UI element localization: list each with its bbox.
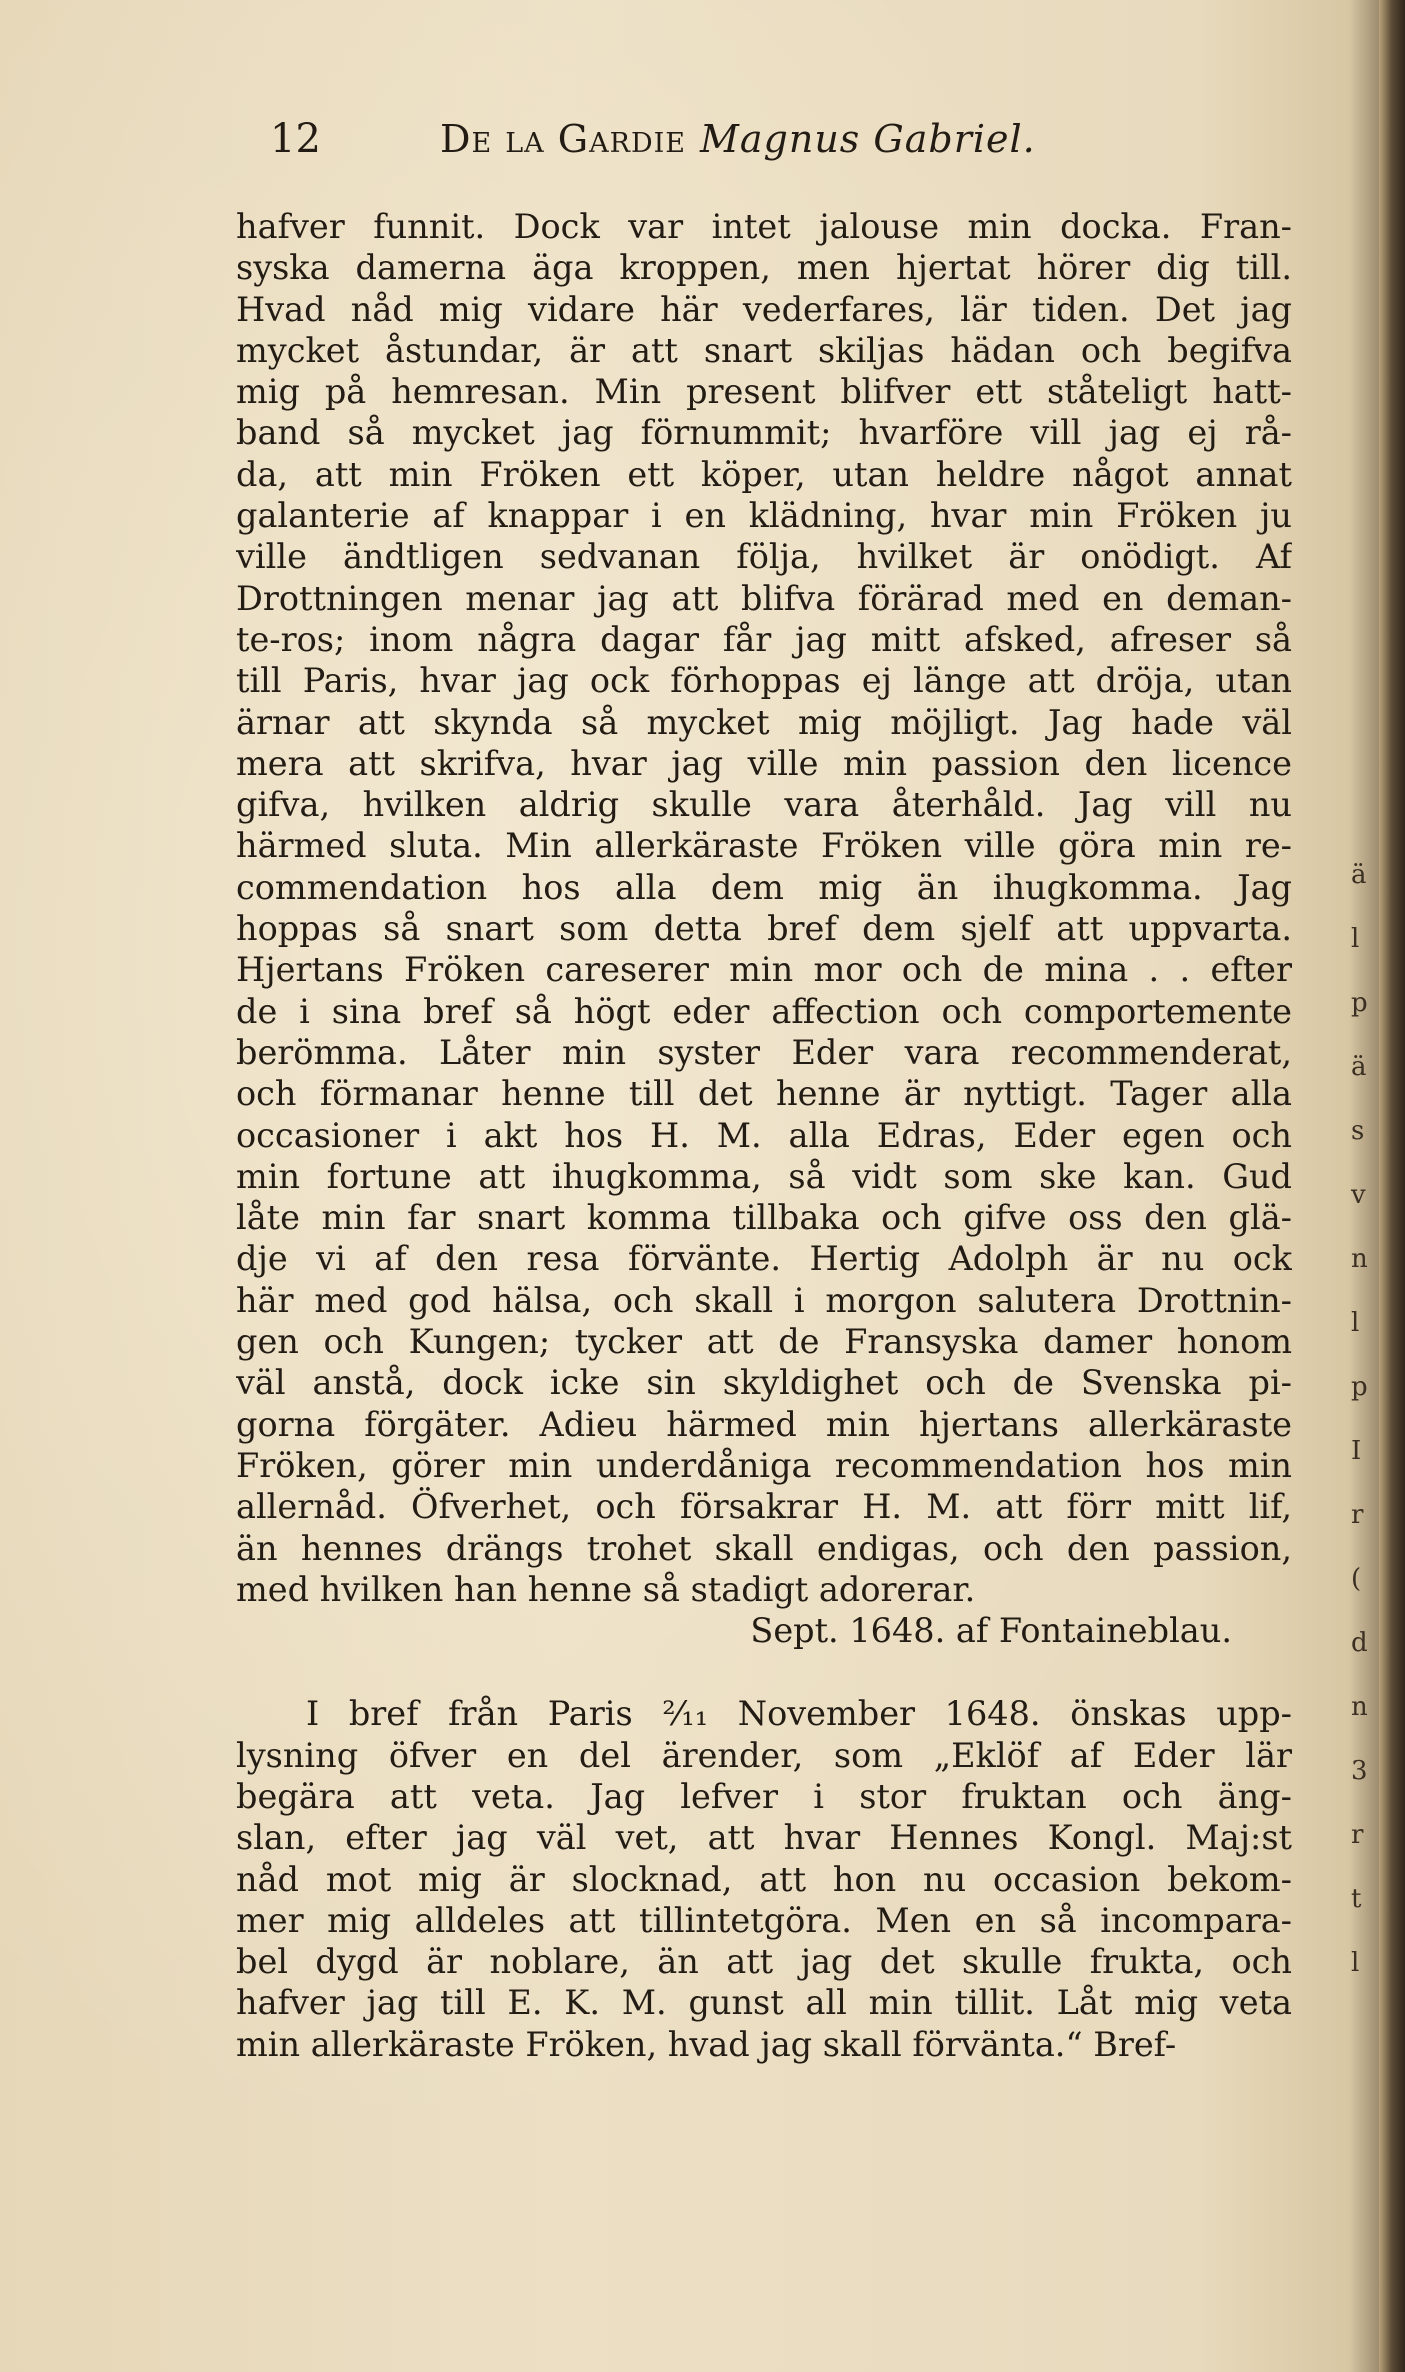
facing-page-letter: r	[1351, 1820, 1364, 1850]
text-line: te-ros; inom några dagar får jag mitt afsked, afreser så	[236, 619, 1292, 659]
text-line: min allerkäraste Fröken, hvad jag skall förvänta.“ Bref-	[236, 2024, 1177, 2064]
facing-page-letter: (	[1351, 1564, 1362, 1594]
text-line: I bref från Paris ²⁄₁₁ November 1648. önskas upp-	[306, 1694, 1292, 1734]
text-line: commendation hos alla dem mig än ihugkomma. Jag	[236, 867, 1292, 907]
text-line: hafver funnit. Dock var intet jalouse min docka. Fran-	[236, 207, 1292, 246]
text-line: slan, efter jag väl vet, att hvar Hennes Kongl. Maj:st	[236, 1818, 1292, 1858]
text-line: allernåd. Öfverhet, och försakrar H. M. att förr mitt lif,	[236, 1487, 1292, 1527]
facing-page-letter: s	[1351, 1116, 1365, 1146]
text-line: mer mig alldeles att tillintetgöra. Men en så incompara-	[236, 1900, 1292, 1940]
page-header	[270, 116, 1090, 176]
text-line: låte min far snart komma tillbaka och gifve oss den glä-	[236, 1198, 1292, 1238]
text-line: dje vi af den resa förvänte. Hertig Adolph är nu ock	[236, 1239, 1292, 1279]
facing-page-letter: l	[1351, 1308, 1360, 1338]
facing-page-letter: I	[1351, 1436, 1362, 1466]
text-line: hafver jag till E. K. M. gunst all min tillit. Låt mig veta	[236, 1983, 1292, 2023]
text-line: Hvad nåd mig vidare här vederfares, lär tiden. Det jag	[236, 289, 1292, 329]
facing-page-letter: p	[1351, 988, 1368, 1018]
text-line: gen och Kungen; tycker att de Fransyska damer honom	[236, 1322, 1292, 1362]
text-line: galanterie af knappar i en klädning, hvar min Fröken ju	[236, 496, 1292, 536]
dateline: Sept. 1648. af Fontaineblau.	[750, 1611, 1232, 1651]
facing-page-fragments	[1351, 860, 1375, 1978]
facing-page-letter: p	[1351, 1372, 1368, 1402]
text-line: här med god hälsa, och skall i morgon salutera Drottnin-	[236, 1280, 1292, 1320]
text-line: gorna förgäter. Adieu härmed min hjertans allerkäraste	[236, 1404, 1292, 1444]
running-head	[440, 117, 1036, 161]
text-line: Hjertans Fröken careserer min mor och de mina . . efter	[236, 950, 1292, 990]
text-line: väl anstå, dock icke sin skyldighet och de Svenska pi-	[236, 1363, 1292, 1403]
text-line: lysning öfver en del ärender, som „Eklöf af Eder lär	[236, 1735, 1292, 1775]
text-line: än hennes drängs trohet skall endigas, och den passion,	[236, 1528, 1292, 1568]
page-number: 12	[270, 116, 321, 162]
text-line: begära att veta. Jag lefver i stor fruktan och äng-	[236, 1776, 1292, 1816]
text-line: bel dygd är noblare, än att jag det skulle frukta, och	[236, 1942, 1292, 1982]
facing-page-letter: ä	[1351, 1052, 1367, 1082]
facing-page-letter: d	[1351, 1628, 1368, 1658]
paragraph-1	[236, 206, 1292, 1610]
facing-page-letter: v	[1351, 1180, 1366, 1210]
paragraph-2	[236, 1693, 1292, 2065]
facing-page-letter: 3	[1351, 1756, 1368, 1786]
text-line: och förmanar henne till det henne är nyttigt. Tager alla	[236, 1074, 1292, 1114]
body-text	[236, 206, 1292, 2065]
text-line: band så mycket jag förnummit; hvarföre vill jag ej rå-	[236, 413, 1292, 453]
facing-page-letter: l	[1351, 1948, 1360, 1978]
text-line: hoppas så snart som detta bref dem sjelf att uppvarta.	[236, 909, 1292, 949]
text-line: berömma. Låter min syster Eder vara recommenderat,	[236, 1032, 1292, 1072]
text-line: Drottningen menar jag att blifva förärad med en deman-	[236, 578, 1292, 618]
facing-page-letter: n	[1351, 1692, 1368, 1722]
text-line: ville ändtligen sedvanan följa, hvilket är onödigt. Af	[236, 537, 1292, 577]
facing-page-letter: t	[1351, 1884, 1362, 1914]
text-line: Fröken, görer min underdåniga recommendation hos min	[236, 1445, 1292, 1485]
text-line: ärnar att skynda så mycket mig möjligt. Jag hade väl	[236, 702, 1292, 742]
text-line: de i sina bref så högt eder affection och comportemente	[236, 991, 1292, 1031]
text-line: mig på hemresan. Min present blifver ett ståteligt hatt-	[236, 372, 1292, 412]
text-line: da, att min Fröken ett köper, utan heldre något annat	[236, 454, 1292, 494]
text-line: min fortune att ihugkomma, så vidt som ske kan. Gud	[236, 1156, 1292, 1196]
facing-page-letter: n	[1351, 1244, 1368, 1274]
facing-page-letter: ä	[1351, 860, 1367, 890]
text-line: till Paris, hvar jag ock förhoppas ej länge att dröja, utan	[236, 661, 1292, 701]
text-line: härmed sluta. Min allerkäraste Fröken ville göra min re-	[236, 826, 1292, 866]
text-line: nåd mot mig är slocknad, att hon nu occasion bekom-	[236, 1859, 1292, 1899]
text-line: occasioner i akt hos H. M. alla Edras, Eder egen och	[236, 1115, 1292, 1155]
running-head-given-name: Magnus Gabriel.	[699, 117, 1036, 161]
text-line: med hvilken han henne så stadigt adorerar.	[236, 1569, 976, 1609]
text-line: syska damerna äga kroppen, men hjertat hörer dig till.	[236, 248, 1292, 288]
text-line: gifva, hvilken aldrig skulle vara återhåld. Jag vill nu	[236, 785, 1292, 825]
text-line: mycket åstundar, är att snart skiljas hädan och begifva	[236, 330, 1292, 370]
text-line: mera att skrifva, hvar jag ville min passion den licence	[236, 743, 1292, 783]
running-head-name: De la Gardie	[440, 117, 686, 161]
facing-page-letter: l	[1351, 924, 1360, 954]
facing-page-letter: r	[1351, 1500, 1364, 1530]
page-edge	[1379, 0, 1405, 2372]
